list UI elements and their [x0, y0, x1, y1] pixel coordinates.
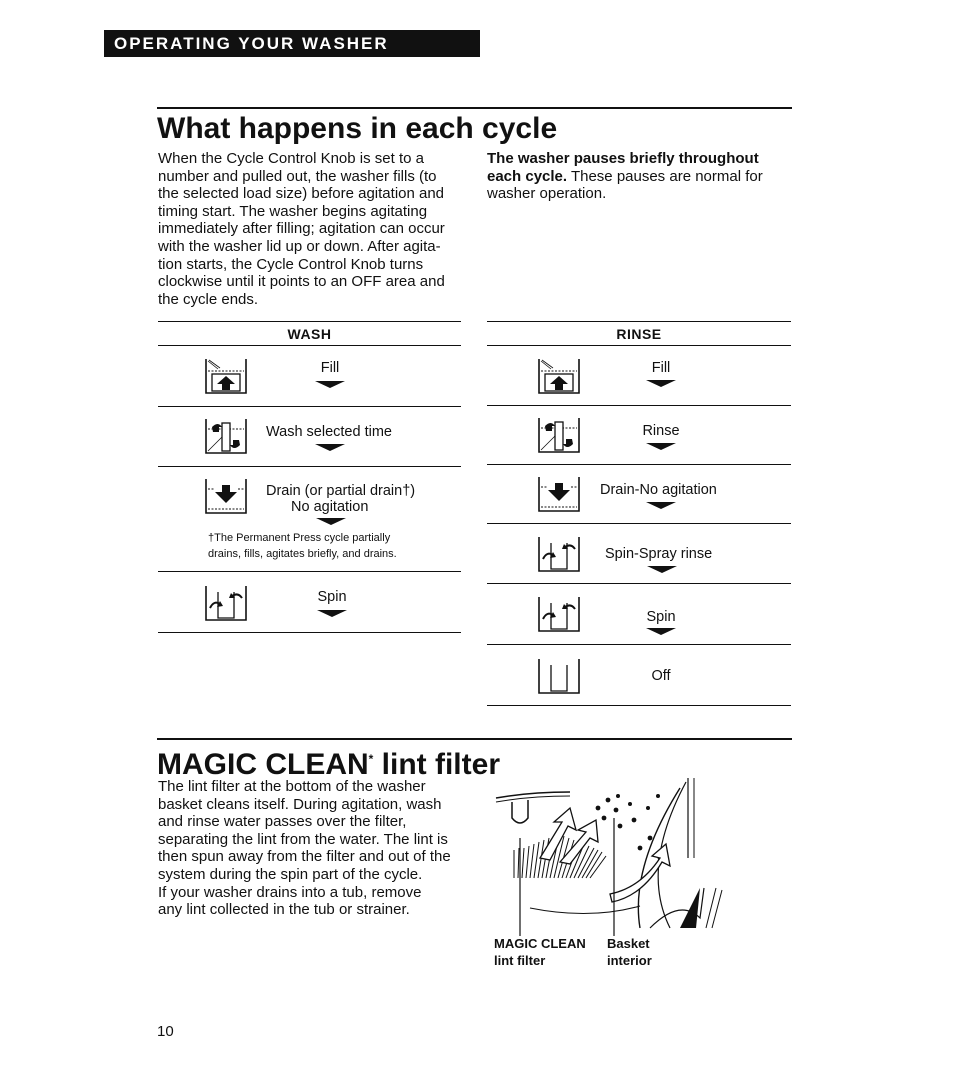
text-line: and rinse water passes over the filter,	[158, 813, 407, 831]
spin-icon	[537, 595, 581, 633]
off-icon	[537, 657, 581, 695]
step-divider	[158, 406, 461, 407]
caption-line: MAGIC CLEAN	[494, 936, 586, 951]
down-arrow-icon	[647, 566, 677, 573]
brand-name: MAGIC CLEAN	[157, 748, 369, 781]
step-divider	[487, 583, 791, 584]
text-line: If your washer drains into a tub, remove	[158, 883, 422, 901]
text-line: immediately after filling; agitation can occur	[158, 220, 445, 238]
text-line: with the washer lid up or down. After agita-	[158, 237, 441, 255]
fill-icon	[537, 357, 581, 395]
down-arrow-icon	[646, 380, 676, 387]
section-title	[157, 743, 500, 781]
down-arrow-icon	[315, 381, 345, 388]
text-line: timing start. The washer begins agitating	[158, 202, 428, 220]
column-bottom-rule	[158, 632, 461, 633]
drain-icon	[204, 477, 248, 515]
step-divider	[487, 405, 791, 406]
title-rest: lint filter	[373, 748, 500, 781]
rinse-step-label: Off	[651, 668, 671, 684]
wash-step-sublabel: No agitation	[291, 499, 369, 515]
text-line: The lint filter at the bottom of the washer	[158, 778, 426, 795]
caption-line: lint filter	[494, 953, 546, 968]
pause-note-text: These pauses are normal for washer operation.	[487, 167, 763, 203]
step-divider	[487, 644, 791, 645]
column-top-rule	[158, 321, 461, 322]
down-arrow-icon	[315, 444, 345, 451]
text-line: then spun away from the filter and out of the	[158, 848, 451, 866]
column-bottom-rule	[487, 705, 791, 706]
rinse-step-label: Spin	[646, 609, 676, 625]
pause-note	[487, 150, 787, 203]
down-arrow-icon	[646, 502, 676, 509]
wash-step-label: Wash selected time	[266, 424, 392, 440]
fill-icon	[204, 357, 248, 395]
wash-heading: WASH	[287, 326, 332, 342]
rinse-step-label: Drain-No agitation	[600, 482, 717, 498]
section-rule	[157, 738, 792, 740]
text-line: basket cleans itself. During agitation, wash	[158, 795, 442, 813]
column-head-rule	[487, 345, 791, 346]
section-title: What happens in each cycle	[157, 112, 558, 145]
caption-basket-interior	[607, 935, 652, 969]
down-arrow-icon	[646, 628, 676, 635]
page-number: 10	[157, 1023, 174, 1040]
section-banner: OPERATING YOUR WASHER	[104, 30, 480, 57]
wash-step-label: Spin	[317, 589, 347, 605]
text-line: system during the spin part of the cycle.	[158, 865, 423, 883]
footnote-line: †The Permanent Press cycle partially	[208, 532, 391, 544]
caption-line: Basket	[607, 936, 650, 951]
rinse-step-label: Fill	[651, 360, 671, 376]
wash-step-label: Fill	[320, 360, 340, 376]
text-line: the selected load size) before agitation and	[158, 185, 445, 203]
agitate-icon	[537, 416, 581, 454]
trademark-mark: *	[368, 752, 374, 766]
text-line: clockwise until it points to an OFF area and	[158, 273, 445, 291]
agitate-icon	[204, 417, 248, 455]
column-top-rule	[487, 321, 791, 322]
step-divider	[487, 523, 791, 524]
down-arrow-icon	[316, 518, 346, 525]
text-line: any lint collected in the tub or strainer.	[158, 901, 410, 919]
text-line: the cycle ends.	[158, 290, 259, 308]
caption-lint-filter	[494, 935, 586, 969]
step-divider	[158, 571, 461, 572]
footnote-line: drains, fills, agitates briefly, and drains.	[208, 548, 397, 560]
drain-icon	[537, 475, 581, 513]
section-rule	[157, 107, 792, 109]
down-arrow-icon	[646, 443, 676, 450]
column-head-rule	[158, 345, 461, 346]
text-line: separating the lint from the water. The lint is	[158, 830, 448, 848]
footnote	[208, 530, 458, 562]
wash-step-label: Drain (or partial drain†)	[266, 483, 416, 499]
rinse-step-label: Spin-Spray rinse	[605, 546, 713, 562]
pause-note-bold: The washer pauses briefly throughout each cycle.	[487, 150, 759, 185]
text-line: When the Cycle Control Knob is set to a	[158, 150, 424, 167]
spin-icon	[537, 535, 581, 573]
rinse-heading: RINSE	[616, 326, 662, 342]
intro-paragraph	[158, 150, 468, 308]
text-line: number and pulled out, the washer fills (to	[158, 167, 437, 185]
text-line: tion starts, the Cycle Control Knob turns	[158, 255, 424, 273]
lint-filter-paragraph	[158, 778, 468, 919]
step-divider	[158, 466, 461, 467]
caption-line: interior	[607, 953, 652, 968]
lint-filter-illustration	[490, 778, 730, 938]
down-arrow-icon	[317, 610, 347, 617]
step-divider	[487, 464, 791, 465]
rinse-step-label: Rinse	[642, 423, 680, 439]
spin-icon	[204, 584, 248, 622]
